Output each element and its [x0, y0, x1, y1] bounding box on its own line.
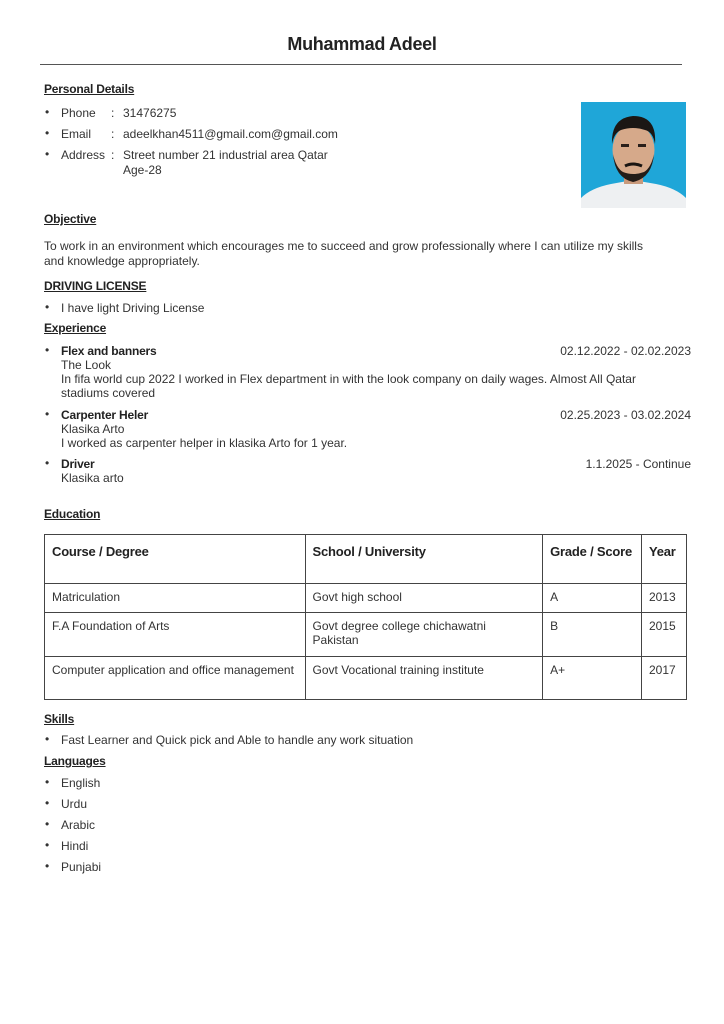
list-item: • I have light Driving License	[44, 301, 204, 315]
email-label: Email	[61, 127, 92, 141]
experience-heading: Experience	[44, 321, 107, 335]
list-item: • Hindi	[44, 839, 101, 860]
table-cell: F.A Foundation of Arts	[45, 613, 306, 657]
education-table	[44, 534, 687, 700]
table-cell: A+	[543, 657, 642, 700]
job-company: The Look	[61, 358, 112, 372]
table-cell: B	[543, 613, 642, 657]
email-value: adeelkhan4511@gmail.com@gmail.com	[123, 127, 338, 141]
table-cell: 2015	[641, 613, 686, 657]
candidate-name: Muhammad Adeel	[287, 34, 437, 54]
list-item: • Urdu	[44, 797, 101, 818]
table-row	[45, 613, 687, 657]
list-item: • Fast Learner and Quick pick and Able to handle any work situation	[44, 733, 413, 747]
objective-line: and knowledge appropriately.	[44, 254, 200, 268]
address-value	[123, 148, 328, 178]
skills-heading: Skills	[44, 712, 75, 726]
experience-item: • Driver 1.1.2025 - Continue Klasika arto	[45, 456, 691, 485]
job-dates: 02.25.2023 - 03.02.2024	[560, 408, 691, 422]
column-header-grade: Grade / Score	[543, 535, 642, 584]
table-cell: Computer application and office management	[45, 657, 306, 700]
skills-list	[44, 733, 413, 747]
objective-line: To work in an environment which encourages me to succeed and grow professionally where I can utilize my skills	[44, 239, 643, 253]
column-header-year: Year	[641, 535, 686, 584]
job-dates: 1.1.2025 - Continue	[585, 457, 691, 471]
table-header-row	[45, 535, 687, 584]
header-divider	[40, 64, 682, 65]
table-cell: Govt Vocational training institute	[305, 657, 543, 700]
table-cell: Matriculation	[45, 584, 306, 613]
table-cell: Govt degree college chichawatni Pakistan	[305, 613, 543, 657]
table-cell: 2013	[641, 584, 686, 613]
table-row	[45, 584, 687, 613]
experience-item: • Carpenter Heler 02.25.2023 - 03.02.2024 Klasika Arto I worked as carpenter helper in klasika Arto for 1 year.	[45, 407, 691, 450]
list-item: • English	[44, 776, 101, 797]
languages-list	[44, 776, 101, 881]
job-dates: 02.12.2022 - 02.02.2023	[560, 344, 691, 358]
column-header-course: Course / Degree	[45, 535, 306, 584]
table-row	[45, 657, 687, 700]
job-description: stadiums covered	[61, 386, 156, 400]
table-cell: A	[543, 584, 642, 613]
table-cell: 2017	[641, 657, 686, 700]
phone-value: 31476275	[123, 106, 177, 120]
list-item: • Arabic	[44, 818, 101, 839]
job-title: Carpenter Heler	[61, 408, 149, 422]
address-line: Street number 21 industrial area Qatar	[123, 148, 328, 162]
address-label: Address	[61, 148, 106, 162]
job-title: Driver	[61, 457, 95, 471]
job-description: In fifa world cup 2022 I worked in Flex department in with the look company on daily wages. Almost All Qatar	[61, 372, 636, 386]
person-photo-icon	[581, 102, 686, 208]
age-line: Age-28	[123, 163, 162, 177]
table-cell: Govt high school	[305, 584, 543, 613]
phone-label: Phone	[61, 106, 96, 120]
job-title: Flex and banners	[61, 344, 157, 358]
personal-details-heading: Personal Details	[44, 82, 135, 96]
job-company: Klasika Arto	[61, 422, 125, 436]
languages-heading: Languages	[44, 754, 106, 768]
job-company: Klasika arto	[61, 471, 124, 485]
objective-text	[44, 239, 684, 269]
education-heading: Education	[44, 507, 101, 521]
objective-heading: Objective	[44, 212, 97, 226]
column-header-school: School / University	[305, 535, 543, 584]
job-description: I worked as carpenter helper in klasika Arto for 1 year.	[61, 436, 348, 450]
profile-photo	[581, 102, 686, 208]
experience-item: • Flex and banners 02.12.2022 - 02.02.2023 The Look In fifa world cup 2022 I worked in Flex department in with the look company on daily wages. Almost All Qatar stadiums covered	[45, 343, 691, 400]
driving-license-heading: DRIVING LICENSE	[44, 279, 147, 293]
driving-license-list	[44, 301, 204, 315]
list-item: • Punjabi	[44, 860, 101, 881]
